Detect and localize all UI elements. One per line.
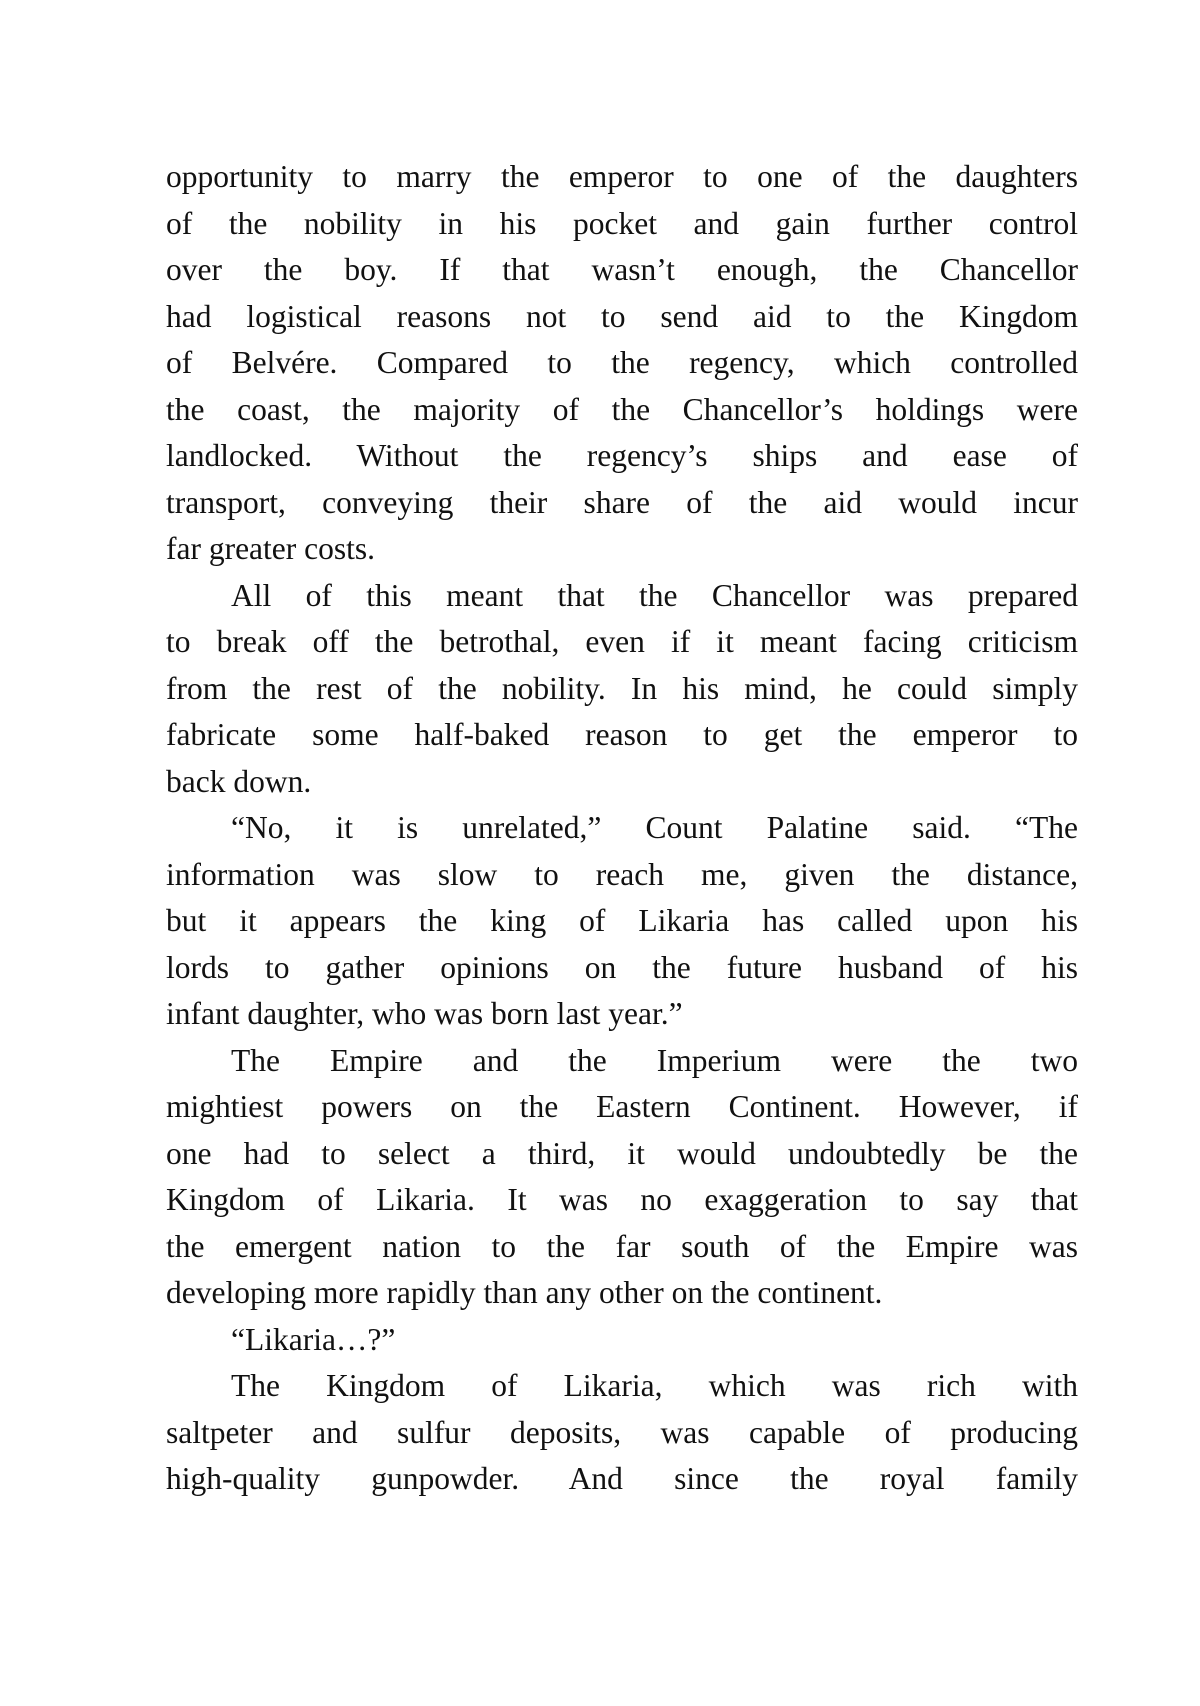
paragraph-2: [166, 573, 1078, 806]
text-line: developing more rapidly than any other on the continent.: [166, 1275, 883, 1310]
text-line: from the rest of the nobility. In his mind, he could simply: [166, 670, 1078, 706]
text-line: the emergent nation to the far south of the Empire was: [166, 1228, 1078, 1264]
text-line: Kingdom of Likaria. It was no exaggeration to say that: [166, 1182, 1078, 1217]
text-line: fabricate some half-baked reason to get the emperor to: [166, 717, 1078, 752]
text-line: The Empire and the Imperium were the two: [231, 1042, 1078, 1078]
paragraph-4: [166, 1038, 1078, 1317]
text-line: to break off the betrothal, even if it meant facing criticism: [166, 624, 1078, 659]
paragraph-3: [166, 805, 1078, 1038]
text-line: lords to gather opinions on the future husband of his: [166, 949, 1078, 985]
text-line: transport, conveying their share of the aid would incur: [166, 484, 1078, 520]
paragraph-5: [166, 1317, 1078, 1364]
text-line: back down.: [166, 763, 312, 799]
text-line: far greater costs.: [166, 531, 376, 566]
text-line: had logistical reasons not to send aid to the Kingdom: [166, 298, 1078, 334]
text-line: “Likaria…?”: [231, 1321, 396, 1357]
paragraph-1: [166, 154, 1078, 573]
text-line: of Belvére. Compared to the regency, which controlled: [166, 345, 1078, 380]
text-line: one had to select a third, it would undoubtedly be the: [166, 1135, 1078, 1171]
text-line: All of this meant that the Chancellor was prepared: [231, 577, 1078, 613]
text-line: over the boy. If that wasn’t enough, the Chancellor: [166, 252, 1078, 287]
text-line: “No, it is unrelated,” Count Palatine said. “The: [231, 810, 1078, 845]
paragraph-6: [166, 1363, 1078, 1503]
text-block: [166, 154, 1078, 1503]
text-line: mightiest powers on the Eastern Continent. However, if: [166, 1089, 1078, 1124]
text-line: saltpeter and sulfur deposits, was capable of producing: [166, 1414, 1078, 1450]
text-line: high-quality gunpowder. And since the royal family: [166, 1461, 1078, 1496]
text-line: infant daughter, who was born last year.”: [166, 996, 683, 1031]
text-line: landlocked. Without the regency’s ships and ease of: [166, 438, 1078, 473]
text-line: information was slow to reach me, given the distance,: [166, 856, 1078, 892]
text-line: the coast, the majority of the Chancellor’s holdings were: [166, 391, 1078, 427]
text-line: of the nobility in his pocket and gain further control: [166, 205, 1078, 241]
text-line: opportunity to marry the emperor to one of the daughters: [166, 159, 1078, 194]
text-line: The Kingdom of Likaria, which was rich with: [231, 1368, 1078, 1403]
text-line: but it appears the king of Likaria has called upon his: [166, 903, 1078, 938]
